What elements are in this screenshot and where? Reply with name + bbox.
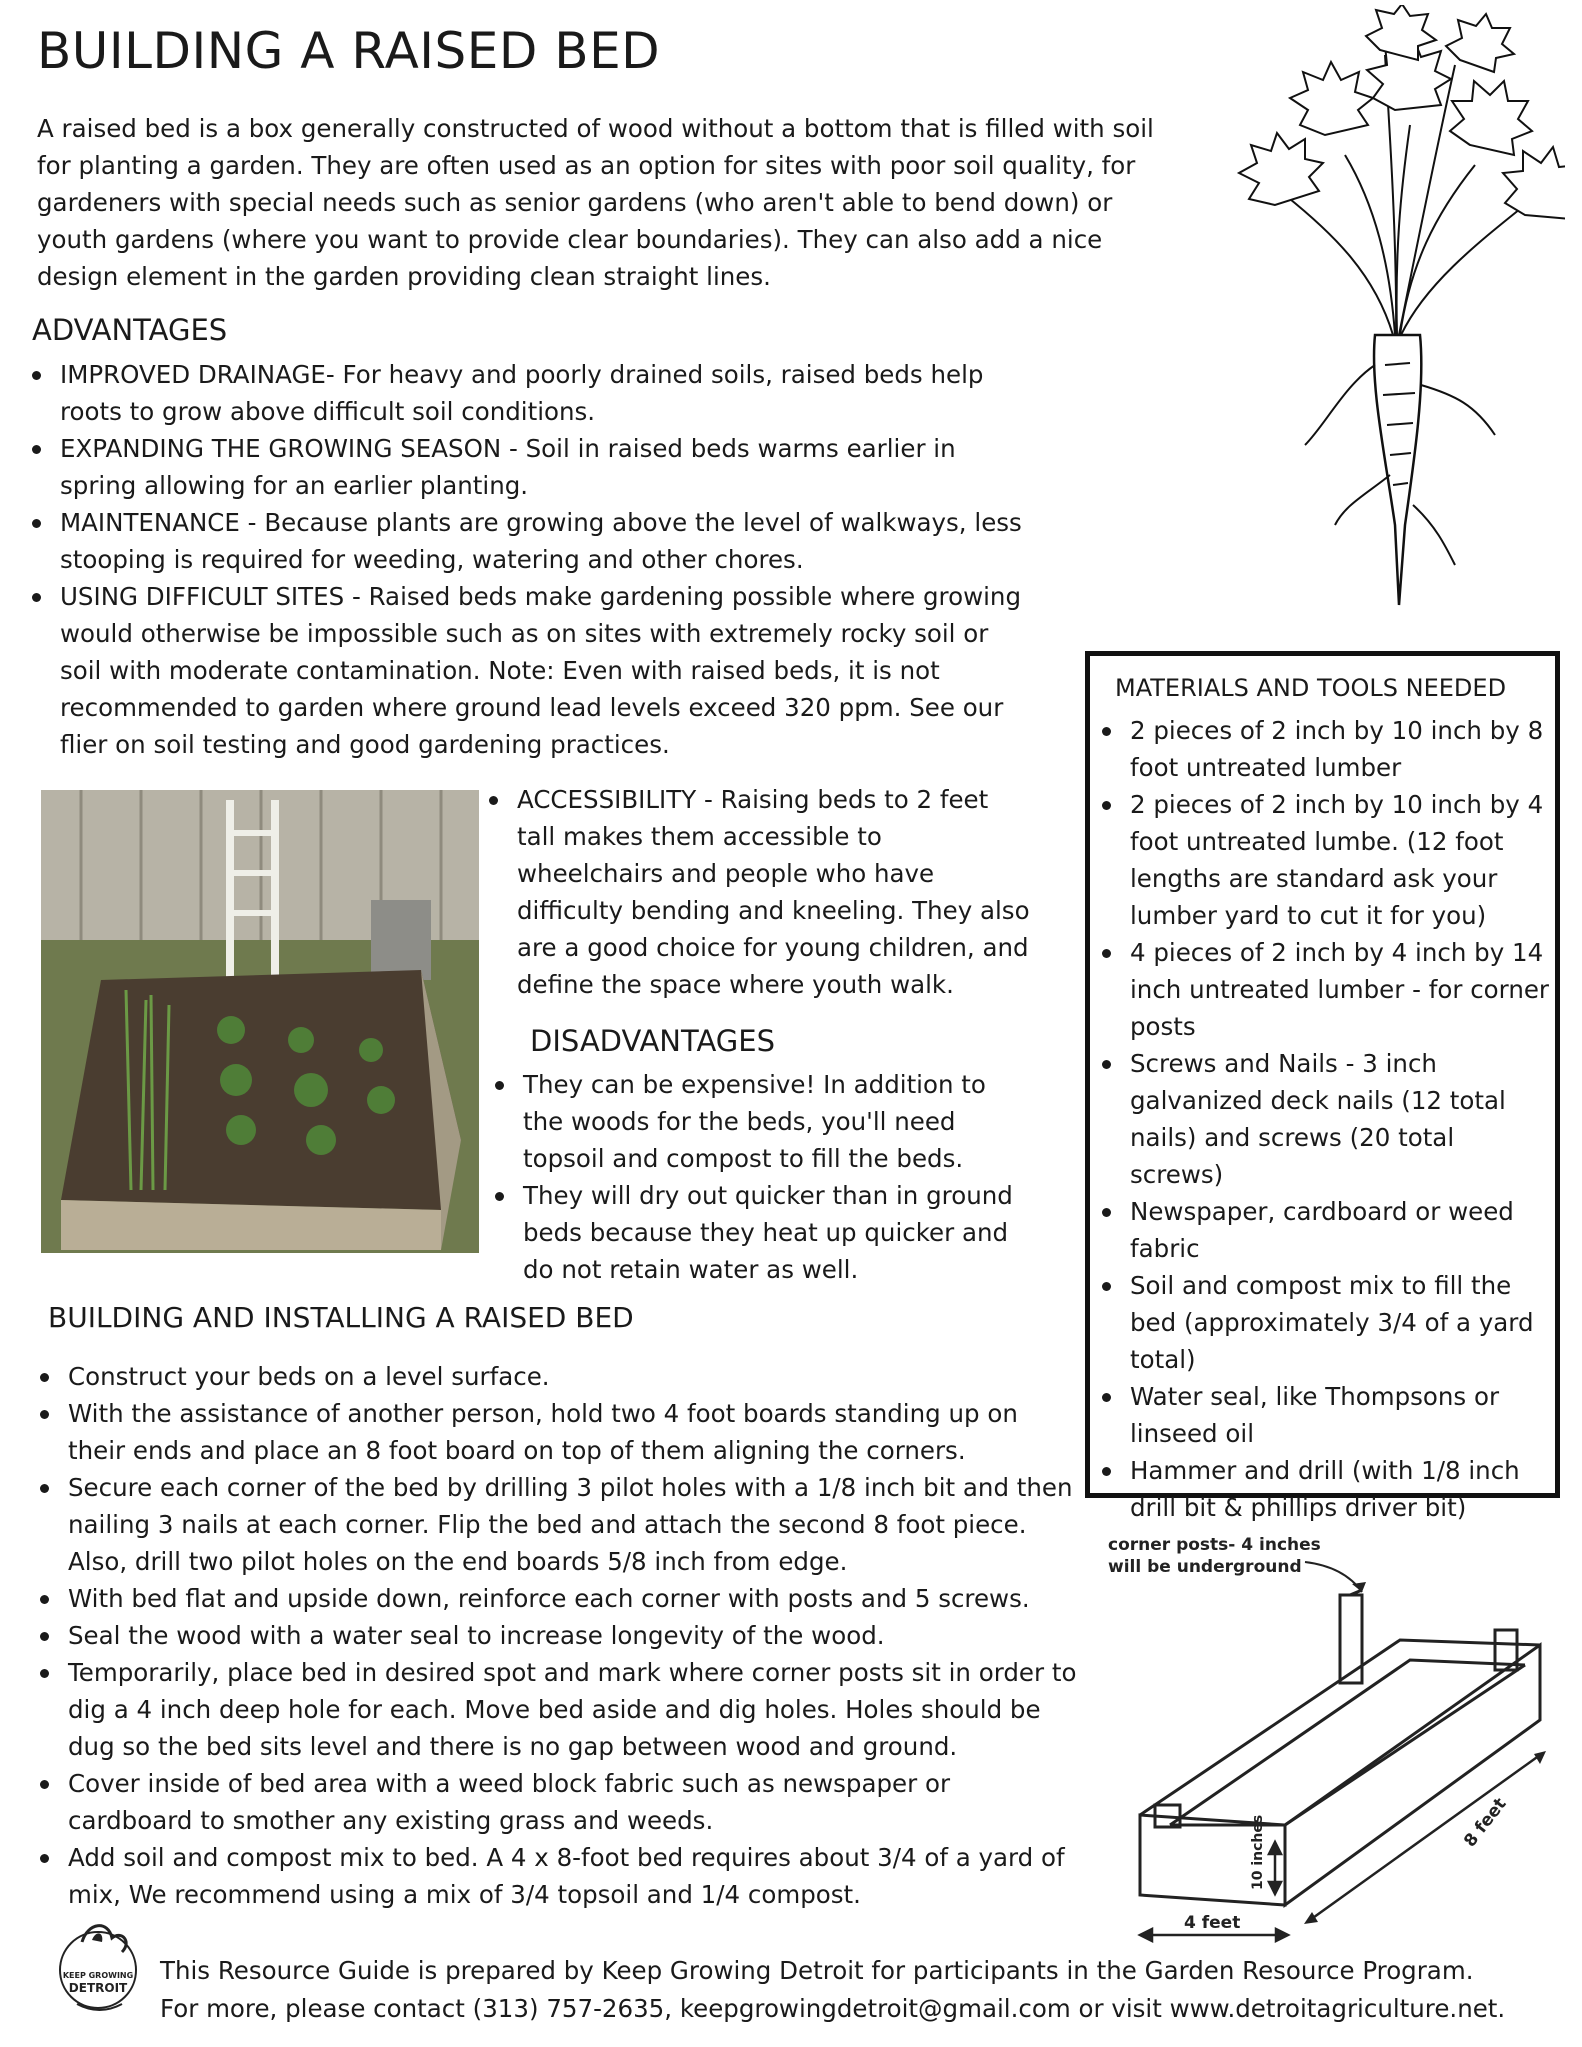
list-item: Add soil and compost mix to bed. A 4 x 8-foot bed requires about 3/4 of a yard of mix, We recommend using a mix of 3/4 topsoil and 1/4 compost. bbox=[38, 1839, 1078, 1913]
list-item: IMPROVED DRAINAGE- For heavy and poorly drained soils, raised beds help roots to grow above difficult soil conditions. bbox=[30, 356, 1030, 430]
diagram-length-label: 8 feet bbox=[1460, 1794, 1511, 1852]
raised-bed-photo bbox=[41, 790, 479, 1253]
list-item: Soil and compost mix to fill the bed (approximately 3/4 of a yard total) bbox=[1100, 1267, 1555, 1378]
list-item: They can be expensive! In addition to the woods for the beds, you'll need topsoil and compost to fill the beds. bbox=[493, 1066, 1033, 1177]
parsnip-illustration bbox=[1225, 5, 1565, 615]
list-item: Seal the wood with a water seal to increase longevity of the wood. bbox=[38, 1617, 1078, 1654]
diagram-callout-line2: will be underground bbox=[1108, 1557, 1302, 1577]
advantages-list-continued bbox=[487, 781, 1032, 1003]
list-item: 2 pieces of 2 inch by 10 inch by 4 foot untreated lumbe. (12 foot lengths are standard ask your lumber yard to cut it for you) bbox=[1100, 786, 1555, 934]
advantages-list bbox=[30, 356, 1030, 763]
logo-line2: DETROIT bbox=[68, 1981, 128, 1995]
list-item: Newspaper, cardboard or weed fabric bbox=[1100, 1193, 1555, 1267]
advantages-heading: ADVANTAGES bbox=[32, 313, 228, 347]
list-item: MAINTENANCE - Because plants are growing above the level of walkways, less stooping is required for weeding, watering and other chores. bbox=[30, 504, 1030, 578]
materials-heading: MATERIALS AND TOOLS NEEDED bbox=[1115, 674, 1507, 702]
list-item: 4 pieces of 2 inch by 4 inch by 14 inch untreated lumber - for corner posts bbox=[1100, 934, 1555, 1045]
list-item: 2 pieces of 2 inch by 10 inch by 8 foot untreated lumber bbox=[1100, 712, 1555, 786]
list-item: EXPANDING THE GROWING SEASON - Soil in raised beds warms earlier in spring allowing for an earlier planting. bbox=[30, 430, 1030, 504]
list-item: Temporarily, place bed in desired spot and mark where corner posts sit in order to dig a 4 inch deep hole for each. Move bed aside and dig holes. Holes should be dug so the bed sits level and there is no gap between wood and ground. bbox=[38, 1654, 1078, 1765]
list-item: USING DIFFICULT SITES - Raised beds make gardening possible where growing would otherwise be impossible such as on sites with extremely rocky soil or soil with moderate contamination. Note: Even with raised beds, it is not recommended to garden where ground lead levels exceed 320 ppm. See our flier on soil testing and good gardening practices. bbox=[30, 578, 1030, 763]
list-item: Hammer and drill (with 1/8 inch drill bit & phillips driver bit) bbox=[1100, 1452, 1555, 1526]
list-item: ACCESSIBILITY - Raising beds to 2 feet tall makes them accessible to wheelchairs and people who have difficulty bending and kneeling. They also are a good choice for young children, and define the space where youth walk. bbox=[487, 781, 1032, 1003]
list-item: Screws and Nails - 3 inch galvanized deck nails (12 total nails) and screws (20 total screws) bbox=[1100, 1045, 1555, 1193]
list-item: Construct your beds on a level surface. bbox=[38, 1358, 1078, 1395]
logo-line1: KEEP GROWING bbox=[62, 1971, 134, 1980]
diagram-width-label: 4 feet bbox=[1184, 1913, 1241, 1933]
materials-box bbox=[1085, 651, 1560, 1522]
building-steps-list bbox=[38, 1358, 1078, 1913]
footer bbox=[160, 1952, 1505, 2028]
intro-paragraph: A raised bed is a box generally constructed of wood without a bottom that is filled with soil for planting a garden. They are often used as an option for sites with poor soil quality, for gardeners with special needs such as senior gardens (who aren't able to bend down) or youth gardens (where you want to provide clear boundaries). They can also add a nice design element in the garden providing clean straight lines. bbox=[37, 114, 1154, 291]
disadvantages-heading: DISADVANTAGES bbox=[530, 1024, 775, 1058]
diagram-height-label: 10 inches bbox=[1250, 1814, 1266, 1890]
building-heading: BUILDING AND INSTALLING A RAISED BED bbox=[48, 1301, 634, 1334]
disadvantages-list bbox=[493, 1066, 1033, 1288]
list-item: Cover inside of bed area with a weed block fabric such as newspaper or cardboard to smother any existing grass and weeds. bbox=[38, 1765, 1078, 1839]
raised-bed-diagram bbox=[1100, 1530, 1560, 1950]
page-title: BUILDING A RAISED BED bbox=[37, 22, 661, 80]
materials-list bbox=[1100, 712, 1555, 1526]
footer-line2: For more, please contact (313) 757-2635, keepgrowingdetroit@gmail.com or visit www.detroitagriculture.net. bbox=[160, 1994, 1506, 2023]
diagram-callout-line1: corner posts- 4 inches bbox=[1108, 1535, 1321, 1555]
list-item: Water seal, like Thompsons or linseed oil bbox=[1100, 1378, 1555, 1452]
list-item: With the assistance of another person, hold two 4 foot boards standing up on their ends and place an 8 foot board on top of them aligning the corners. bbox=[38, 1395, 1078, 1469]
list-item: They will dry out quicker than in ground beds because they heat up quicker and do not retain water as well. bbox=[493, 1177, 1033, 1288]
list-item: With bed flat and upside down, reinforce each corner with posts and 5 screws. bbox=[38, 1580, 1078, 1617]
keep-growing-detroit-logo bbox=[52, 1912, 144, 2022]
footer-line1: This Resource Guide is prepared by Keep Growing Detroit for participants in the Garden Resource Program. bbox=[160, 1956, 1474, 1985]
list-item: Secure each corner of the bed by drilling 3 pilot holes with a 1/8 inch bit and then nailing 3 nails at each corner. Flip the bed and attach the second 8 foot piece. Also, drill two pilot holes on the end boards 5/8 inch from edge. bbox=[38, 1469, 1078, 1580]
